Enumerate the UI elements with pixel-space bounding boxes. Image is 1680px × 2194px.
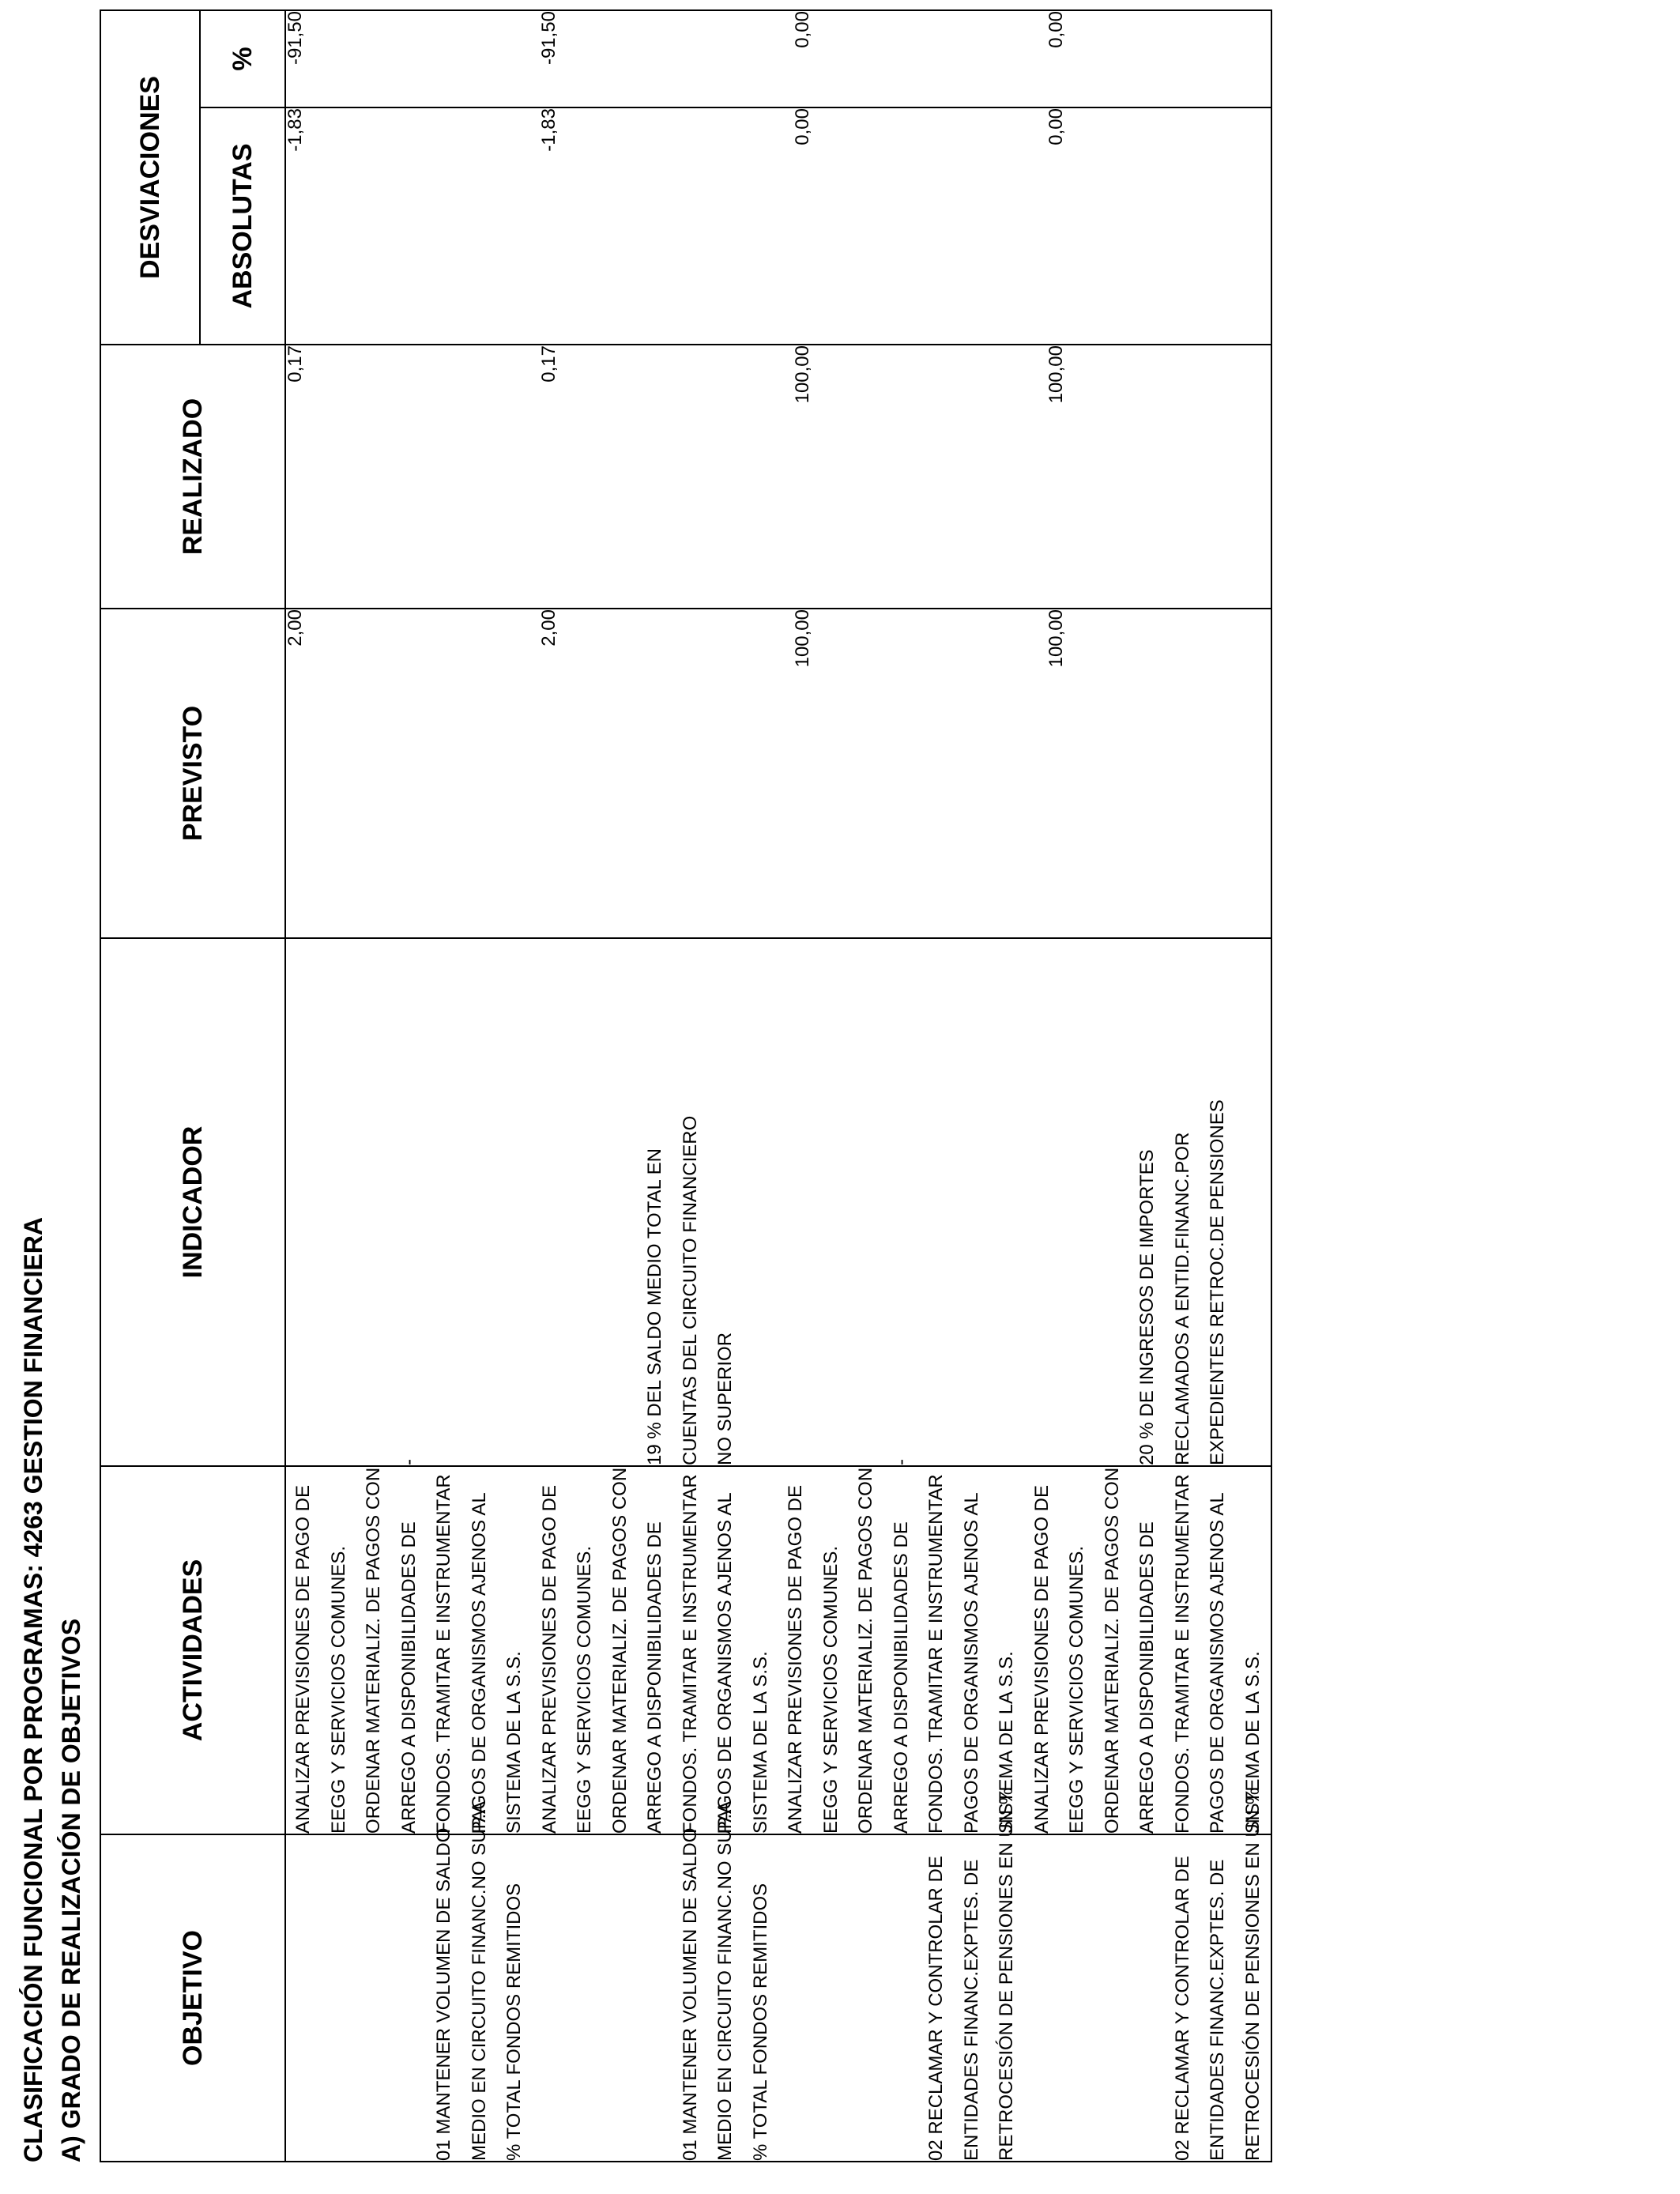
indicador-line [497, 939, 533, 1465]
objetivo-line: ENTIDADES FINANC.EXPTES. DE [1207, 1859, 1228, 2161]
actividad-line: PAGOS DE ORGANISMOS AJENOS AL [468, 1492, 490, 1834]
porcentaje-cell [285, 10, 1271, 107]
indicador-line [989, 939, 1025, 1465]
actividad-line: EEGG Y SERVICIOS COMUNES. [819, 1545, 842, 1834]
page-title: CLASIFICACIÓN FUNCIONAL POR PROGRAMAS: 4263 GESTION FINANCIERA [19, 1217, 47, 2162]
objetivo-line: MEDIO EN CIRCUITO FINANC.NO SUP.A [468, 1800, 490, 2161]
actividad-line: SISTEMA DE LA S.S. [996, 1651, 1017, 1834]
indicador-line [1060, 939, 1095, 1465]
indicador-line [567, 939, 603, 1465]
section-subtitle: A) GRADO DE REALIZACIÓN DE OBJETIVOS [57, 1618, 85, 2162]
actividad-line: ARREGO A DISPONIBILIDADES DE [644, 1521, 665, 1834]
actividad-line: ARREGO A DISPONIBILIDADES DE [1136, 1521, 1158, 1834]
objetivo-line: ENTIDADES FINANC.EXPTES. DE [960, 1859, 982, 2161]
absolutas-value: -1,83 [538, 108, 559, 152]
objetivo-cell [285, 1787, 1271, 2162]
header-absolutas: ABSOLUTAS [200, 107, 285, 345]
indicador-cell [285, 938, 1271, 1466]
objetivo-line [1060, 1835, 1095, 2161]
objetivo-line [603, 1835, 638, 2161]
actividad-line: PAGOS DE ORGANISMOS AJENOS AL [960, 1492, 982, 1834]
objetivo-line [286, 1835, 322, 2161]
actividad-line: ANALIZAR PREVISIONES DE PAGO DE [1030, 1485, 1053, 1834]
indicador-line [849, 939, 884, 1465]
realizado-value: 0,17 [538, 345, 559, 383]
objetivo-line [392, 1835, 428, 2161]
objetivo-line [1095, 1835, 1131, 2161]
objetivo-line [638, 1835, 673, 2161]
indicador-line: RECLAMADOS A ENTID.FINANC.POR [1171, 1132, 1193, 1465]
actividades-cell [285, 1466, 1271, 1834]
header-previsto: PREVISTO [100, 609, 285, 938]
actividad-line: FONDOS. TRAMITAR E INSTRUMENTAR [925, 1474, 947, 1834]
objetivo-line [1130, 1835, 1166, 2161]
indicador-line [286, 939, 322, 1465]
indicador-line: 20 % DE INGRESOS DE IMPORTES [1136, 1149, 1158, 1465]
objectives-table [100, 9, 1272, 2162]
porcentaje-value: -91,50 [284, 10, 306, 66]
objetivo-line [849, 1835, 884, 2161]
indicador-line: - [890, 1459, 912, 1465]
header-desviaciones: DESVIACIONES [100, 10, 200, 345]
actividad-line: ARREGO A DISPONIBILIDADES DE [890, 1521, 912, 1834]
table-row [285, 10, 1271, 2162]
indicador-line [778, 939, 814, 1465]
indicador-line [1095, 939, 1131, 1465]
realizado-value: 100,00 [1045, 345, 1067, 404]
actividad-line: EEGG Y SERVICIOS COMUNES. [327, 1545, 349, 1834]
objetivo-line: 01 MANTENER VOLUMEN DE SALDO [433, 1827, 454, 2161]
indicador-line: NO SUPERIOR [714, 1332, 736, 1465]
objetivo-line [533, 1835, 568, 2161]
porcentaje-value: 0,00 [1045, 10, 1067, 48]
objetivo-line [814, 1835, 849, 2161]
actividad-line: ORDENAR MATERIALIZ. DE PAGOS CON [608, 1467, 631, 1834]
objetivo-line [778, 1835, 814, 2161]
indicador-line [603, 939, 638, 1465]
objetivo-line: % TOTAL FONDOS REMITIDOS [503, 1883, 525, 2161]
actividad-line: ORDENAR MATERIALIZ. DE PAGOS CON [363, 1467, 384, 1834]
indicador-line: 19 % DEL SALDO MEDIO TOTAL EN [644, 1148, 665, 1465]
objetivo-line: RETROCESIÓN DE PENSIONES EN UN % [996, 1787, 1017, 2161]
previsto-cell [285, 609, 1271, 938]
previsto-value: 2,00 [284, 609, 306, 647]
previsto-value: 2,00 [538, 609, 559, 647]
porcentaje-value: 0,00 [792, 10, 813, 48]
header-porcentaje: % [200, 10, 285, 107]
indicador-line [533, 939, 568, 1465]
objetivo-line [567, 1835, 603, 2161]
objetivo-line: MEDIO EN CIRCUITO FINANC.NO SUP.A [714, 1800, 736, 2161]
indicador-line [427, 939, 462, 1465]
indicador-line [744, 939, 779, 1465]
header-objetivo: OBJETIVO [100, 1834, 285, 2162]
indicador-line: - [397, 1459, 420, 1465]
actividad-line: ANALIZAR PREVISIONES DE PAGO DE [785, 1485, 806, 1834]
realizado-cell [285, 345, 1271, 609]
actividad-line: ANALIZAR PREVISIONES DE PAGO DE [292, 1485, 314, 1834]
objetivo-line [356, 1835, 392, 2161]
indicador-line [955, 939, 990, 1465]
actividad-line: PAGOS DE ORGANISMOS AJENOS AL [714, 1492, 736, 1834]
objetivo-line: RETROCESIÓN DE PENSIONES EN UN % [1241, 1787, 1264, 2161]
actividad-line: PAGOS DE ORGANISMOS AJENOS AL [1207, 1492, 1228, 1834]
actividad-line: SISTEMA DE LA S.S. [503, 1651, 525, 1834]
actividad-line: SISTEMA DE LA S.S. [749, 1651, 771, 1834]
indicador-line [814, 939, 849, 1465]
absolutas-cell [285, 107, 1271, 345]
actividad-line: FONDOS. TRAMITAR E INSTRUMENTAR [433, 1474, 454, 1834]
objetivo-line: 01 MANTENER VOLUMEN DE SALDO [679, 1827, 701, 2161]
actividad-line: ORDENAR MATERIALIZ. DE PAGOS CON [1101, 1467, 1123, 1834]
objetivo-line [1025, 1835, 1060, 2161]
previsto-value: 100,00 [1045, 609, 1067, 668]
indicador-line [356, 939, 392, 1465]
realizado-value: 0,17 [284, 345, 306, 383]
realizado-value: 100,00 [792, 345, 813, 404]
header-realizado: REALIZADO [100, 345, 285, 609]
porcentaje-value: -91,50 [538, 10, 559, 66]
header-indicador: INDICADOR [100, 938, 285, 1466]
absolutas-value: 0,00 [792, 108, 813, 145]
objetivo-line: % TOTAL FONDOS REMITIDOS [749, 1883, 771, 2161]
actividad-line: FONDOS. TRAMITAR E INSTRUMENTAR [679, 1474, 701, 1834]
objetivo-line: 02 RECLAMAR Y CONTROLAR DE [1171, 1856, 1193, 2161]
header-actividades: ACTIVIDADES [100, 1466, 285, 1834]
actividad-line: EEGG Y SERVICIOS COMUNES. [1066, 1545, 1087, 1834]
actividad-line: EEGG Y SERVICIOS COMUNES. [574, 1545, 595, 1834]
absolutas-value: -1,83 [284, 108, 306, 152]
indicador-line [322, 939, 357, 1465]
actividad-line: FONDOS. TRAMITAR E INSTRUMENTAR [1171, 1474, 1193, 1834]
indicador-line: EXPEDIENTES RETROC.DE PENSIONES [1207, 1099, 1228, 1465]
actividad-line: ARREGO A DISPONIBILIDADES DE [397, 1521, 420, 1834]
previsto-value: 100,00 [792, 609, 813, 668]
indicador-line [919, 939, 955, 1465]
objetivo-line: 02 RECLAMAR Y CONTROLAR DE [925, 1856, 947, 2161]
indicador-line [1025, 939, 1060, 1465]
actividad-line: SISTEMA DE LA S.S. [1241, 1651, 1264, 1834]
absolutas-value: 0,00 [1045, 108, 1067, 145]
indicador-line [462, 939, 498, 1465]
actividad-line: ANALIZAR PREVISIONES DE PAGO DE [538, 1485, 560, 1834]
objetivo-line [884, 1835, 920, 2161]
indicador-line: CUENTAS DEL CIRCUITO FINANCIERO [679, 1115, 701, 1465]
actividad-line: ORDENAR MATERIALIZ. DE PAGOS CON [855, 1467, 876, 1834]
objetivo-line [322, 1835, 357, 2161]
